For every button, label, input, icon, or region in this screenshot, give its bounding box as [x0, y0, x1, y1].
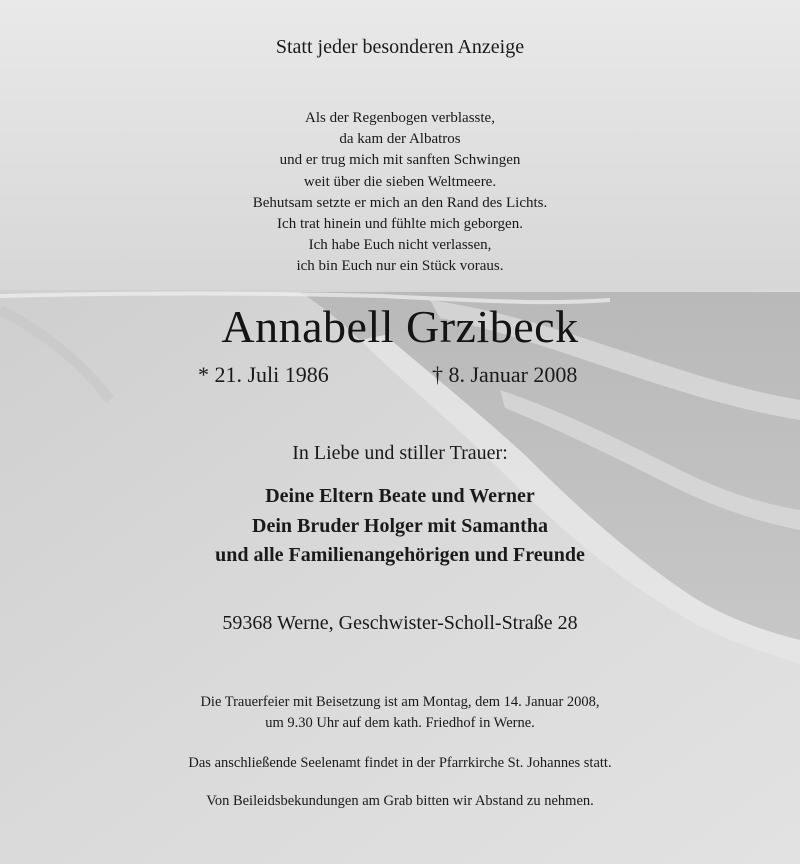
- mourner-line: Dein Bruder Holger mit Samantha: [252, 514, 548, 537]
- condolence-request: Von Beileidsbekundungen am Grab bitten wir Abstand zu nehmen.: [206, 793, 594, 809]
- funeral-details-line: Die Trauerfeier mit Beisetzung ist am Montag, dem 14. Januar 2008,: [200, 694, 600, 710]
- poem: [0, 108, 800, 278]
- mourners-intro: In Liebe und stiller Trauer:: [292, 442, 508, 464]
- notice-header: Statt jeder besonderen Anzeige: [275, 36, 525, 58]
- funeral-details-line: um 9.30 Uhr auf dem kath. Friedhof in Werne.: [265, 715, 535, 731]
- poem-line: Als der Regenbogen verblasste,: [305, 110, 495, 126]
- funeral-details: [0, 692, 800, 734]
- mourners-list: [0, 482, 800, 571]
- poem-line: ich bin Euch nur ein Stück voraus.: [296, 258, 504, 275]
- deceased-name: Annabell Grzibeck: [221, 301, 579, 352]
- mourner-line: und alle Familienangehörigen und Freunde: [215, 544, 585, 566]
- poem-line: Behutsam setzte er mich an den Rand des Lichts.: [252, 194, 548, 211]
- mourner-line: Deine Eltern Beate und Werner: [265, 485, 535, 507]
- birth-date: * 21. Juli 1986: [198, 362, 329, 387]
- poem-line: Ich habe Euch nicht verlassen,: [308, 237, 492, 254]
- poem-line: Ich trat hinein und fühlte mich geborgen.: [277, 216, 523, 233]
- poem-line: da kam der Albatros: [339, 131, 461, 148]
- death-date: † 8. Januar 2008: [432, 362, 578, 387]
- requiem-mass-info: Das anschließende Seelenamt findet in der Pfarrkirche St. Johannes statt.: [188, 755, 612, 771]
- family-address: 59368 Werne, Geschwister-Scholl-Straße 28: [222, 612, 578, 634]
- poem-line: und er trug mich mit sanften Schwingen: [279, 152, 521, 169]
- poem-line: weit über die sieben Weltmeere.: [303, 173, 497, 190]
